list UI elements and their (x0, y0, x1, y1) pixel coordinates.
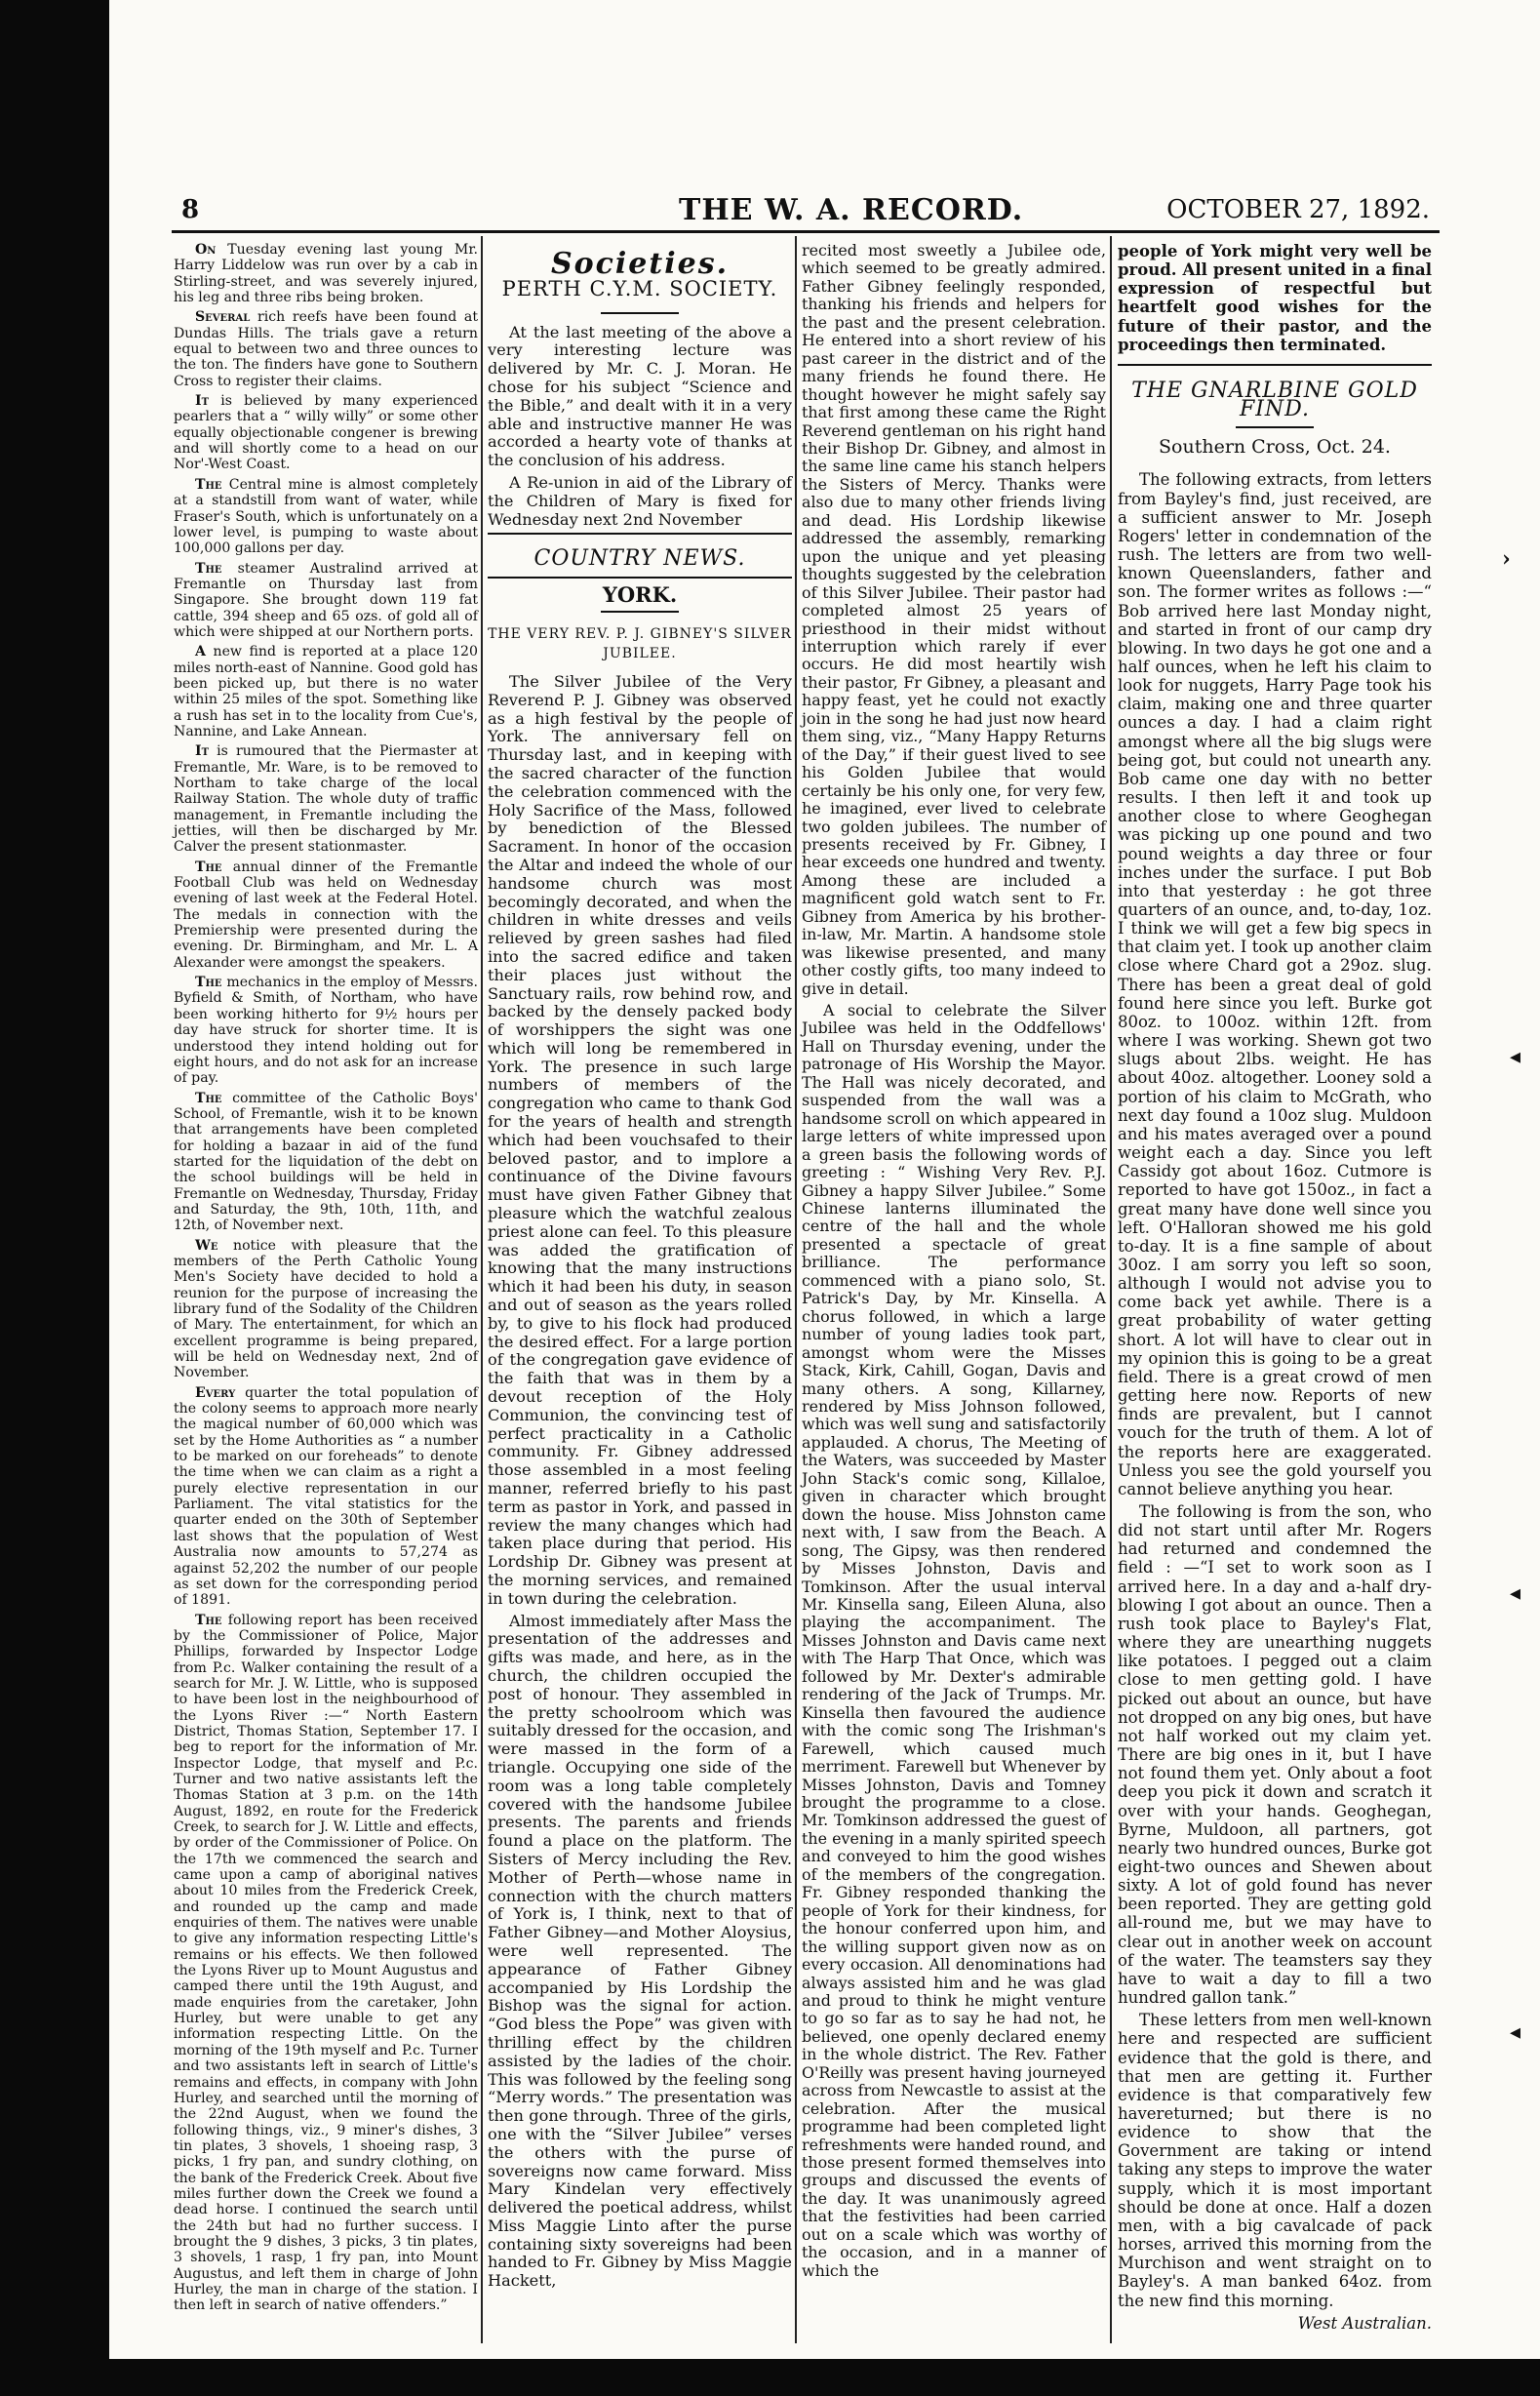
paragraph-text: quarter the total population of the colony seems to approach more nearly the magical number of 60,000 which was set by the Home Authorities as “ a number to be marked on our foreheads” to denote the time when we can claim as a right a purely elective representation in our Parliament. The vital statistics for the quarter ended on the 30th of September last shows that the population of West Australia now amounts to 57,274 as against 52,202 the number of our people as set down for the corresponding period of 1891. (174, 1384, 478, 1609)
issue-date: OCTOBER 27, 1892. (1166, 195, 1430, 224)
column-divider (481, 236, 483, 2343)
lead-word: The (195, 975, 222, 991)
lead-word: The (195, 1090, 222, 1106)
news-paragraph (174, 393, 478, 473)
paragraph-text: annual dinner of the Fremantle Football Club was held on Wednesday evening of last week at the Federal Hotel. The medals in connection with the Premiership were presented during the evening. Dr. Birmingham, and Mr. L. A Alexander were amongst the speakers. (174, 859, 478, 971)
margin-mark: ◂ (1510, 1580, 1521, 1606)
lead-word: The (195, 476, 222, 493)
news-paragraph (174, 1238, 478, 1381)
gold-find-article (1118, 470, 1432, 2309)
margin-mark: › (1502, 546, 1511, 572)
society-heading: PERTH C.Y.M. SOCIETY. (501, 276, 778, 300)
news-paragraph (174, 975, 478, 1086)
short-rule (601, 312, 679, 314)
lead-word: It (195, 743, 210, 760)
page-header (172, 195, 1440, 234)
scan-border-left (0, 0, 109, 2396)
news-paragraph (174, 644, 478, 739)
news-paragraph (174, 1385, 478, 1609)
lead-word: The (195, 1612, 222, 1628)
news-paragraph (174, 561, 478, 641)
paragraph: The following is from the son, who did not start until after Mr. Rogers had returned and condemned the field : —“I set to work soon as I arrived here. In a day and a-half dry-blowing I got about an ounce. Then a rush took place to Bayley's Flat, where they are unearthing nuggets like potatoes. I pegged out a claim close to men getting gold. I have picked out about an ounce, but have not dropped on any big ones, but have not half worked out my claim yet. There are big ones in it, but I have not found them yet. Only about a foot deep you pick it down and scratch it over with your hands. Geoghegan, Byrne, Muldoon, all partners, got nearly two hundred ounces, Burke got eight-two ounces and Shewen about sixty. A lot of gold found has never been reported. They are getting gold all-round me, but we may have to clear out in another week on account of the water. The teamsters say they have to wait a day to fill a two hundred gallon tank.” (1118, 1502, 1432, 2008)
column-1-local-news (174, 242, 478, 2318)
source-credit: West Australian. (1297, 2313, 1432, 2333)
news-paragraph (174, 309, 478, 389)
lead-word: On (195, 242, 217, 258)
paragraph: At the last meeting of the above a very interesting lecture was delivered by Mr. C. J. Moran. He chose for his subject “Science and the Bible,” and dealt with it in a very able and instructive manner He was accorded a hearty vote of thanks at the conclusion of his address. (488, 322, 792, 470)
news-paragraph (174, 1091, 478, 1234)
column-divider (1110, 236, 1112, 2343)
lead-word: We (195, 1237, 218, 1254)
section-title-societies: Societies. (550, 247, 730, 281)
paragraph-text: committee of the Catholic Boys' School, of Fremantle, wish it to be known that arrangements have been completed for holding a bazaar in aid of the fund started for the liquidation of the debt on the school buildings will be held in Fremantle on Wednesday, Thursday, Friday and Saturday, the 9th, 10th, 11th, and 12th, of November next. (174, 1090, 478, 1234)
gold-find-heading: THE GNARLBINE GOLD FIND. (1131, 378, 1418, 422)
jubilee-closing-paragraph: people of York might very well be proud. All present united in a final expression of respectful but heartfelt good wishes for the future of their pastor, and the proceedings then terminated. (1118, 242, 1432, 354)
short-rule (1236, 426, 1314, 428)
masthead-title: THE W. A. RECORD. (679, 193, 1024, 227)
lead-word: The (195, 859, 222, 875)
news-paragraph (174, 859, 478, 971)
news-paragraph (174, 743, 478, 855)
town-heading-york: YORK. (602, 582, 678, 608)
paragraph: recited most sweetly a Jubilee ode, which seemed to be greatly admired. Father Gibney feelingly responded, thanking his friends and helpers for the past and the present celebration. He entered into a short review of his past career in the district and of the many friends he found there. He thought however he might safely say that first among these came the Right Reverend gentleman on his right hand their Bishop Dr. Gibney, and almost in the same line came his stanch helpers the Sisters of Mercy. Thanks were also due to many other friends living and dead. His Lordship likewise addressed the assembly, remarking upon the unique and yet pleasing thoughts suggested by the celebration of this Silver Jubilee. Their pastor had completed almost 25 years of priesthood in their midst without interruption which rarely if ever occurs. He did most heartily wish their pastor, Fr Gibney, a pleasant and happy feast, yet he could not exactly join in the song he had just now heard them sing, viz., “Many Happy Returns of the Day,” if their guest lived to see his Golden Jubilee that would certainly be his only one, for very few, he imagined, ever lived to celebrate two golden jubilees. The number of presents received by Fr. Gibney, I hear exceeds one hundred and twenty. Among these are included a magnificent gold watch sent to Fr. Gibney from America by his brother-in-law, Mr. Martin. A handsome stole was likewise presented, and many other costly gifts, too many indeed to give in detail. (802, 241, 1106, 998)
page-number: 8 (181, 195, 200, 224)
column-2-societies (488, 242, 792, 2295)
society-notes (488, 324, 792, 530)
jubilee-article (488, 673, 792, 2291)
paragraph: A social to celebrate the Silver Jubilee was held in the Oddfellows' Hall on Thursday evening, under the patronage of His Worship the Mayor. The Hall was nicely decorated, and suspended from the wall was a handsome scroll on which appeared in large letters of white impressed upon a green basis the following words of greeting : “ Wishing Very Rev. P.J. Gibney a happy Silver Jubilee.” Some Chinese lanterns illuminated the centre of the hall and the whole presented a spectacle of great brilliance. The performance commenced with a piano solo, St. Patrick's Day, by Mr. Kinsella. A chorus followed, in which a large number of young ladies took part, amongst whom were the Misses Stack, Kirk, Cahill, Gogan, Davis and many others. A song, Killarney, rendered by Miss Johnson followed, which was well sung and satisfactorily applauded. A chorus, The Meeting of the Waters, was succeeded by Master John Stack's comic song, Killaloe, given in character which brought down the house. Miss Johnston came next with, I saw from the Beach. A song, The Gipsy, was then rendered by Misses Johnston, Davis and Tomkinson. After the usual interval Mr. Kinsella sang, Eileen Aluna, also playing the accompaniment. The Misses Johnston and Davis came next with The Harp That Once, which was followed by Mr. Dexter's admirable rendering of the Jack of Trumps. Mr. Kinsella then favoured the audience with the comic song The Irishman's Farewell, which caused much merriment. Farewell but Whenever by Misses Johnston, Davis and Tomney brought the programme to a close. Mr. Tomkinson addressed the guest of the evening in a manly spirited speech and conveyed to him the good wishes of the members of the congregation. Fr. Gibney responded thanking the people of York for their kindness, for the honour conferred upon him, and the willing support given now as on every occasion. All denominations had always assisted him and he was glad and proud to think he might venture to go so far as to say he had not, he believed, one openly declared enemy in the whole district. The Rev. Father O'Reilly was present having journeyed across from Newcastle to assist at the celebration. After the musical programme had been completed light refreshments were handed round, and those present formed themselves into groups and discussed the events of the day. It was unanimously agreed that the festivities had been carried out on a scale which was worthy of the occasion, and in a manner of which the (802, 1001, 1106, 2280)
paragraph-text: Central mine is almost completely at a standstill from want of water, while Fraser's South, which is unfortunately on a lower level, is pumping to waste about 100,000 gallons per day. (174, 476, 478, 557)
column-4-gold-find (1118, 242, 1432, 2333)
divider-rule (1118, 364, 1432, 366)
divider-rule (488, 533, 792, 535)
lead-word: It (195, 393, 210, 410)
header-rule (172, 230, 1440, 233)
news-paragraph (174, 1613, 478, 2314)
paragraph-text: is believed by many experienced pearlers that a “ willy willy” or some other equally objectionable congener is brewing and will shortly come to a head on our Nor'-West Coast. (174, 393, 478, 473)
short-rule (601, 611, 679, 613)
divider-rule (488, 577, 792, 579)
paragraph-text: notice with pleasure that the members of the Perth Catholic Young Men's Society have decided to hold a reunion for the purpose of increasing the library fund of the Sodality of the Children of Mary. The entertainment, for which an excellent programme is being prepared, will be held on Wednesday next, 2nd of November. (174, 1237, 478, 1381)
paragraph: These letters from men well-known here and respected are sufficient evidence that the gold is there, and that men are getting it. Further evidence is that comparatively few havereturned; but there is no evidence to show that the Government are taking or intend taking any steps to improve the water supply, which it is most important should be done at once. Half a dozen men, with a big cavalcade of pack horses, arrived this morning from the Murchison and went straight on to Bayley's. A man banked 64oz. from the new find this morning. (1118, 2011, 1432, 2310)
paragraph-text: new find is reported at a place 120 miles north-east of Nannine. Good gold has been picked up, but there is no water within 25 miles of the spot. Something like a rush has set in to the locality from Cue's, Nannine, and Lake Annean. (174, 644, 478, 739)
news-paragraph (174, 477, 478, 557)
lead-word: Several (195, 309, 251, 326)
column-divider (795, 236, 797, 2343)
paragraph: Almost immediately after Mass the presentation of the addresses and gifts was made, and here, as in the church, the children occupied the post of honour. They assembled in the pretty schoolroom which was suitably dressed for the occasion, and were massed in the form of a triangle. Occupying one side of the room was a long table completely covered with the handsome Jubilee presents. The parents and friends found a place on the platform. The Sisters of Mercy including the Rev. Mother of Perth—whose name in connection with the church matters of York is, I think, next to that of Father Gibney—and Mother Aloysius, were well represented. The appearance of Father Gibney accompanied by His Lordship the Bishop was the signal for action. “God bless the Pope” was given with thrilling effect by the children assisted by the ladies of the choir. This was followed by the feeling song “Merry words.” The presentation was then gone through. Three of the girls, one with the “Silver Jubilee” verses the others with the purse of sovereigns now came forward. Miss Mary Kindelan very effectively delivered the poetical address, whilst Miss Maggie Linto after the purse containing sixty sovereigns had been handed to Fr. Gibney by Miss Maggie Hackett, (488, 1611, 792, 2291)
jubilee-subheading: THE VERY REV. P. J. GIBNEY'S SILVER JUBILEE. (488, 625, 792, 661)
news-paragraph (174, 242, 478, 305)
paragraph-text: is rumoured that the Piermaster at Fremantle, Mr. Ware, is to be removed to Northam to take charge of the local Railway Station. The whole duty of traffic management, in Fremantle including the jetties, will then be discharged by Mr. Calver the present stationmaster. (174, 743, 478, 856)
paragraph-text: Tuesday evening last young Mr. Harry Liddelow was run over by a cab in Stirling-street, and was severely injured, his leg and three ribs being broken. (174, 242, 478, 306)
paragraph: A Re-union in aid of the Library of the Children of Mary is fixed for Wednesday next 2nd November (488, 472, 792, 529)
scan-border-bottom (0, 2359, 1540, 2396)
lead-word: The (195, 560, 222, 577)
paragraph: The Silver Jubilee of the Very Reverend P. J. Gibney was observed as a high festival by the people of York. The anniversary fell on Thursday last, and in keeping with the sacred character of the function the celebration commenced with the Holy Sacrifice of the Mass, followed by benediction of the Blessed Sacrament. In honor of the occasion the Altar and indeed the whole of our handsome church was most becomingly decorated, and when the children in white dresses and veils relieved by green sashes had filed into the sacred edifice and taken their places just without the Sanctuary rails, row behind row, and backed by the densely packed body of worshippers the sight was one which will long be remembered in York. The presence in such large numbers of members of the congregation who came to thank God for the years of health and strength which had been vouchsafed to their beloved pastor, and to implore a continuance of the Divine favours must have given Father Gibney that pleasure which the watchful zealous priest alone can feel. To this pleasure was added the gratification of knowing that the many instructions which it had been his duty, in season and out of season as the years rolled by, to give to his flock had produced the desired effect. For a large portion of the congregation gave evidence of the faith that was in them by a devout reception of the Holy Communion, the convincing test of perfect practicality in a Catholic community. Fr. Gibney addressed those assembled in a most feeling manner, referred briefly to his past term as pastor in York, and passed in review the many changes which had taken place during that period. His Lordship Dr. Gibney was present at the morning services, and remained in town during the celebration. (488, 671, 792, 1608)
paragraph-text: rich reefs have been found at Dundas Hills. The trials gave a return equal to between two and three ounces to the ton. The finders have gone to Southern Cross to register their claims. (174, 309, 478, 389)
lead-word: Every (195, 1384, 236, 1401)
paragraph: The following extracts, from letters from Bayley's find, just received, are a sufficient answer to Mr. Joseph Rogers' letter in condemnation of the rush. The letters are from two well-known Queenslanders, father and son. The former writes as follows :—“ Bob arrived here last Monday night, and started in front of our camp dry blowing. In two days he got one and a half ounces, when he left his claim to look for nuggets, Harry Page took his claim, making one and three quarter ounces a day. I had a claim right amongst where all the big slugs were being got, but could not unearth any. Bob came one day with no better results. I then left it and took up another close to where Geoghegan was picking up one pound and two pound weights a day three or four inches under the surface. I put Bob into that yesterday : he got three quarters of an ounce, and, to-day, 1oz. I think we will get a few big specs in that claim yet. I took up another claim close where Chard got a 29oz. slug. There has been a great deal of gold found here since you left. Burke got 80oz. to 100oz. within 12ft. from where I was working. Shewn got two slugs about 2lbs. weight. He has about 40oz. altogether. Looney sold a portion of his claim to McGrath, who next day found a 10oz slug. Muldoon and his mates averaged over a pound weight each a day. Since you left Cassidy got about 16oz. Cutmore is reported to have got 150oz., in fact a great many have done well since you left. O'Halloran showed me his gold to-day. It is a fine sample of about 30oz. I am sorry you left so soon, although I would not advise you to come back yet awhile. There is a great probability of water getting short. A lot will have to clear out in my opinion this is going to be a great field. There is a great crowd of men getting here now. Reports of new finds are prevalent, but I cannot vouch for the truth of them. A lot of the reports here are exaggerated. Unless you see the gold yourself you cannot believe anything you hear. (1118, 470, 1432, 1498)
paragraph-text: steamer Australind arrived at Fremantle on Thursday last from Singapore. She brought down 119 fat cattle, 394 sheep and 65 ozs. of gold all of which were shipped at our Northern ports. (174, 560, 478, 640)
margin-mark: ◂ (1510, 1044, 1521, 1069)
column-3-jubilee-continued (802, 242, 1106, 2284)
paragraph-text: following report has been received by the Commissioner of Police, Major Phillips, forwarded by Inspector Lodge from P.c. Walker containing the result of a search for Mr. J. W. Little, who is supposed to have been lost in the neighbourhood of the Lyons River :—“ North Eastern District, Thomas Station, September 17. I beg to report for the information of Mr. Inspector Lodge, that myself and P.c. Turner and two native assistants left the Thomas Station at 3 p.m. on the 14th August, 1892, en route for the Frederick Creek, to search for J. W. Little and effects, by order of the Commissioner of Police. On the 17th we commenced the search and came upon a camp of aboriginal natives about 10 miles from the Frederick Creek, and rounded up the camp and made enquiries of them. The natives were unable to give any information respecting Little's remains or his effects. We then followed the Lyons River up to Mount Augustus and camped there until the 19th August, and made enquiries from the caretaker, John Hurley, but were unable to get any information respecting Little. On the morning of the 19th myself and P.c. Turner and two assistants left in search of Little's remains and effects, in company with John Hurley, and searched until the morning of the 22nd August, when we found the following things, viz., 9 miner's dishes, 3 tin plates, 3 shovels, 1 shoeing rasp, 3 picks, 1 fry pan, and sundry clothing, on the bank of the Frederick Creek. About five miles further down the Creek we found a dead horse. I continued the search until the 24th but had no further success. I brought the 9 dishes, 3 picks, 3 tin plates, 3 shovels, 1 rasp, 1 fry pan, into Mount Augustus, and left them in charge of John Hurley, the man in charge of the station. I then left in search of native offenders.” (174, 1612, 478, 2314)
country-news-heading: COUNTRY NEWS. (533, 546, 746, 572)
lead-word: A (195, 644, 206, 660)
dateline: Southern Cross, Oct. 24. (1159, 436, 1391, 459)
paragraph-text: mechanics in the employ of Messrs. Byfield & Smith, of Northam, who have been working hitherto for 9½ hours per day have struck for shorter time. It is understood they intend holding out for eight hours, and do not ask for an increase of pay. (174, 975, 478, 1087)
margin-mark: ◂ (1510, 2019, 1521, 2045)
